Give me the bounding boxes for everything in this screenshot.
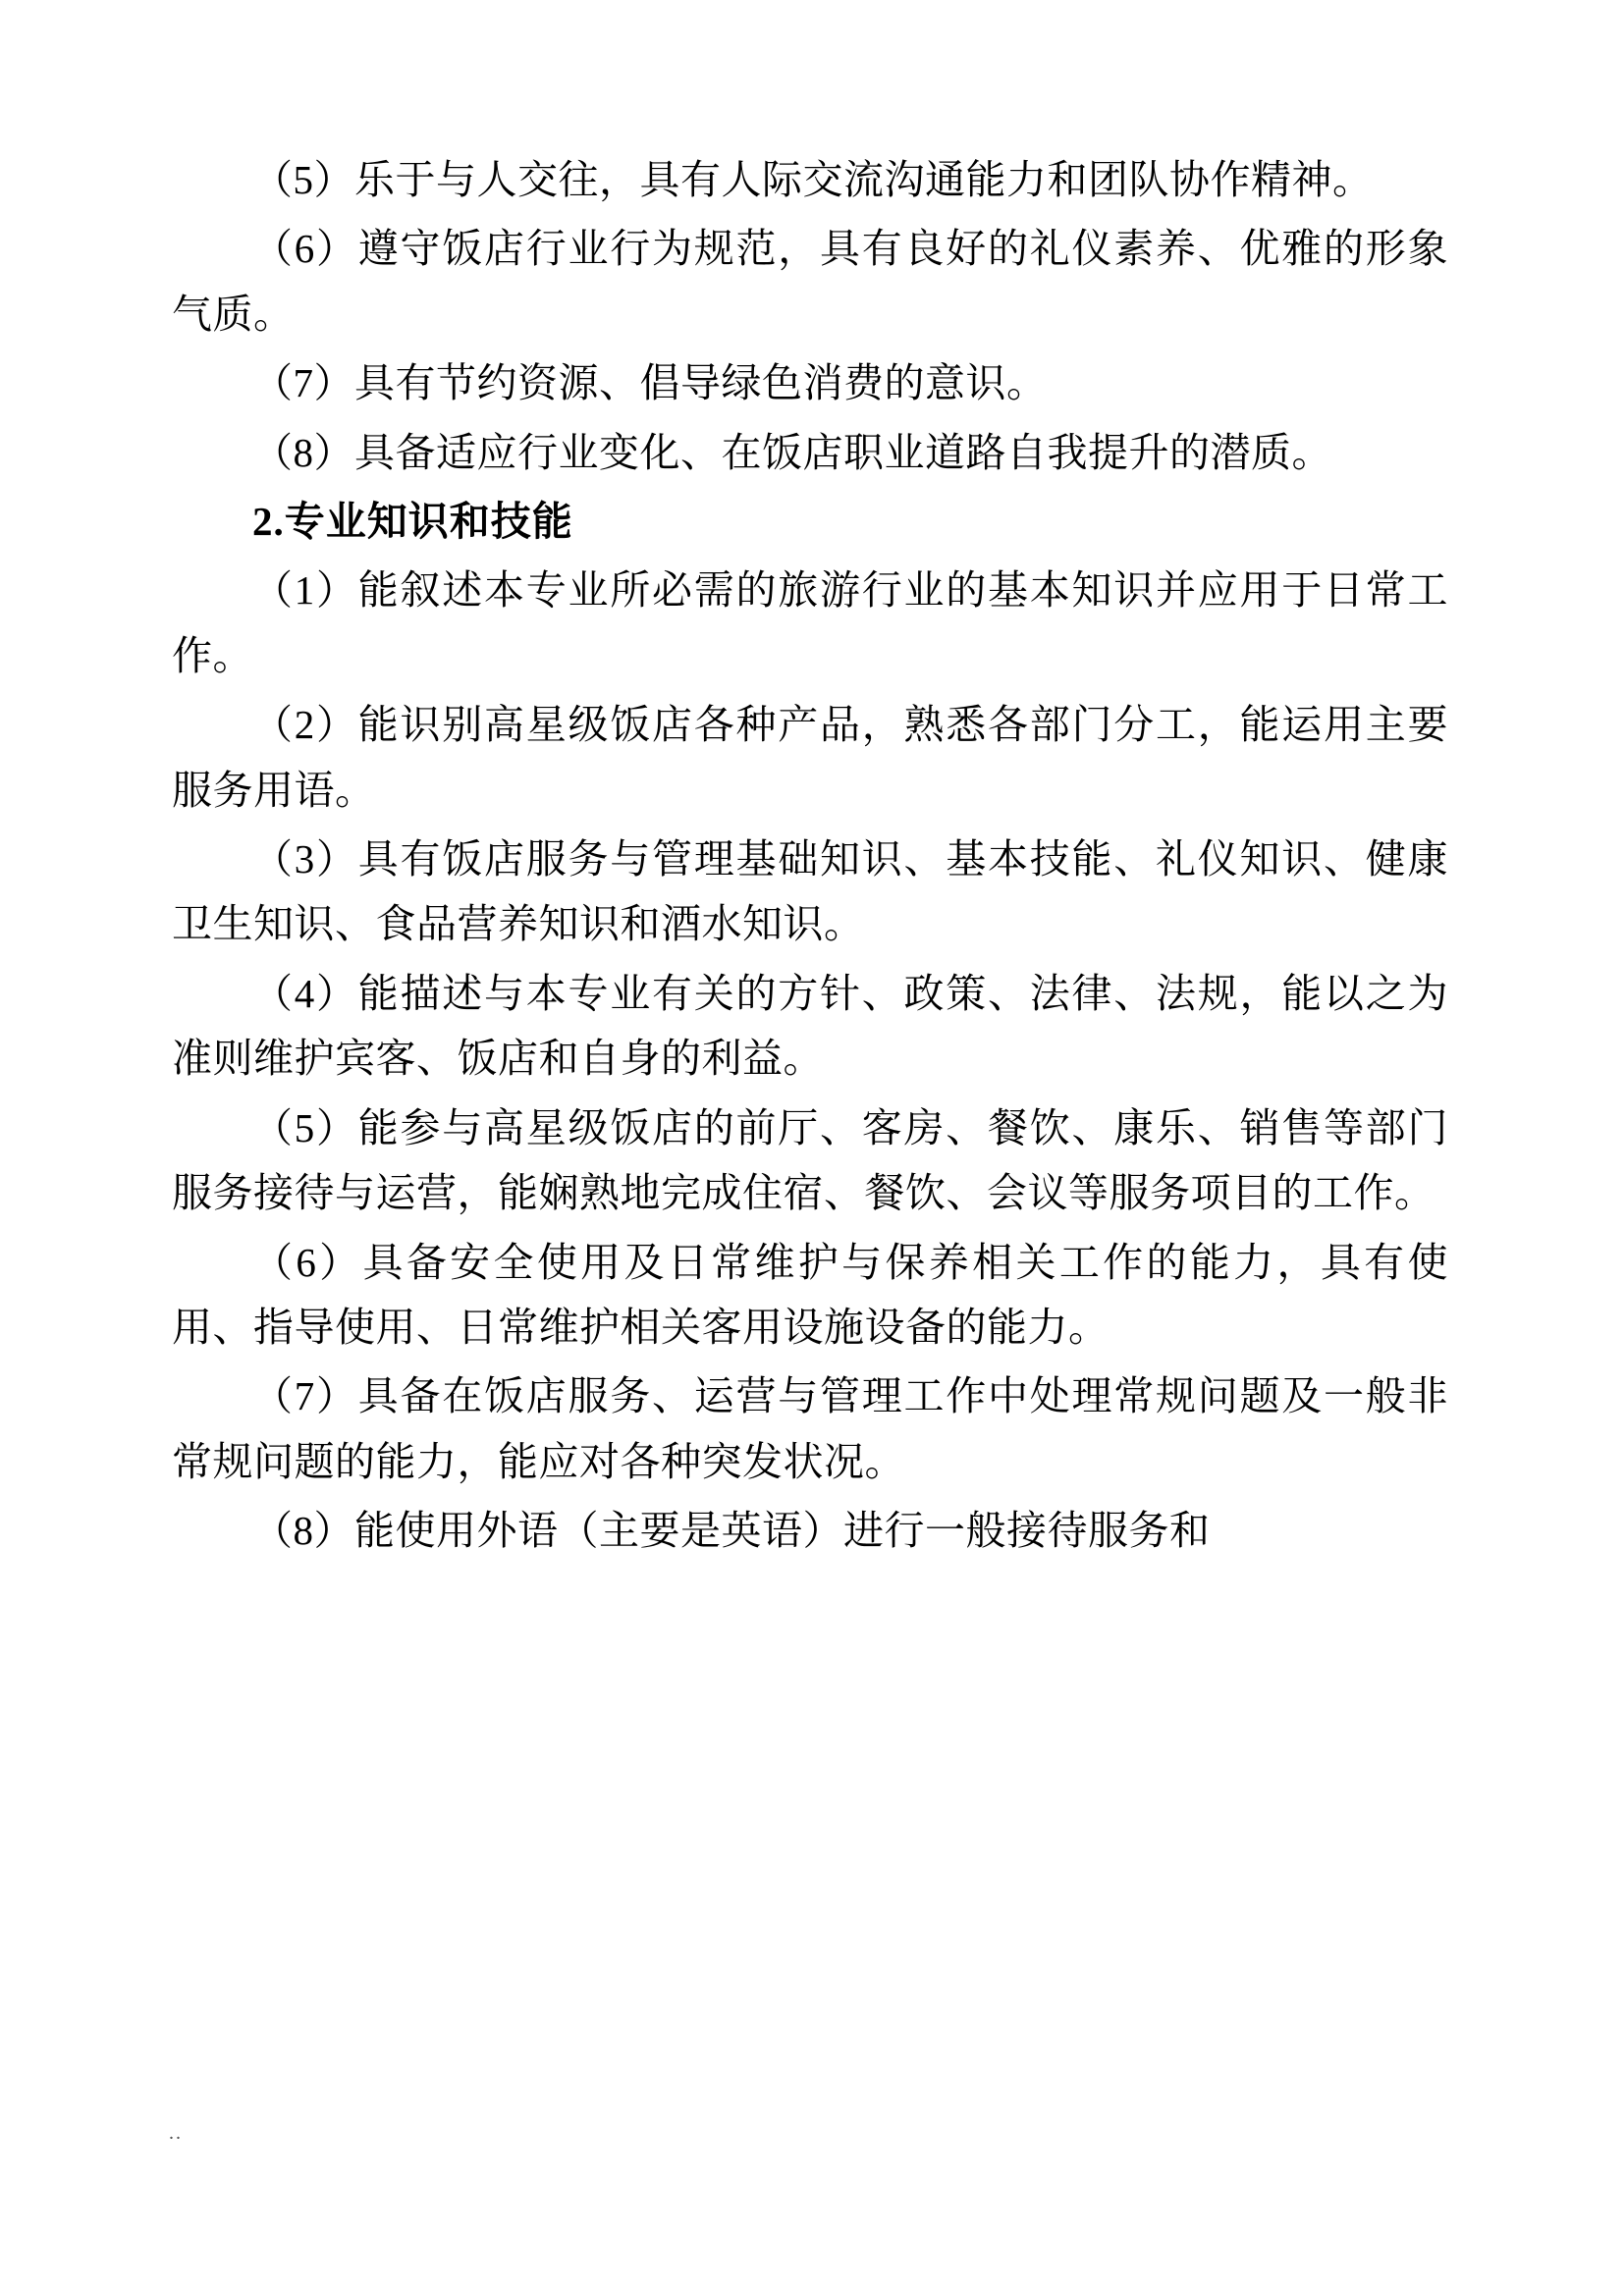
paragraph-item-5-knowledge: （5）能参与高星级饭店的前厅、客房、餐饮、康乐、销售等部门服务接待与运营，能娴熟地完成住宿、餐饮、会议等服务项目的工作。 (172, 1104, 1448, 1216)
paragraph-item-4-knowledge: （4）能描述与本专业有关的方针、政策、法律、法规，能以之为准则维护宾客、饭店和自身的利益。 (172, 970, 1448, 1082)
document-body (172, 147, 1448, 1564)
paragraph-item-6-knowledge: （6）具备安全使用及日常维护与保养相关工作的能力，具有使用、指导使用、日常维护相关客用设施设备的能力。 (172, 1239, 1448, 1350)
paragraph-item-6-personal-quality: （6）遵守饭店行业行为规范，具有良好的礼仪素养、优雅的形象气质。 (172, 226, 1448, 337)
paragraph-item-7-personal-quality: （7）具有节约资源、倡导绿色消费的意识。 (252, 360, 1048, 406)
paragraph-item-2-knowledge: （2）能识别高星级饭店各种产品，熟悉各部门分工，能运用主要服务用语。 (172, 702, 1448, 813)
paragraph-item-8-personal-quality: （8）具备适应行业变化、在饭店职业道路自我提升的潜质。 (252, 429, 1332, 475)
paragraph-item-5-personal-quality: （5）乐于与人交往，具有人际交流沟通能力和团队协作精神。 (252, 157, 1374, 202)
paragraph-item-1-knowledge: （1）能叙述本专业所必需的旅游行业的基本知识并应用于日常工作。 (172, 567, 1448, 678)
paragraph-item-3-knowledge: （3）具有饭店服务与管理基础知识、基本技能、礼仪知识、健康卫生知识、食品营养知识和酒水知识。 (172, 836, 1448, 947)
paragraph-item-7-knowledge: （7）具备在饭店服务、运营与管理工作中处理常规问题及一般非常规问题的能力，能应对各种突发状况。 (172, 1373, 1448, 1484)
section-heading-professional-knowledge: 2.专业知识和技能 (252, 499, 573, 545)
paragraph-item-8-knowledge: （8）能使用外语（主要是英语）进行一般接待服务和 (252, 1508, 1211, 1554)
page-footer-mark: .. (169, 2122, 183, 2144)
